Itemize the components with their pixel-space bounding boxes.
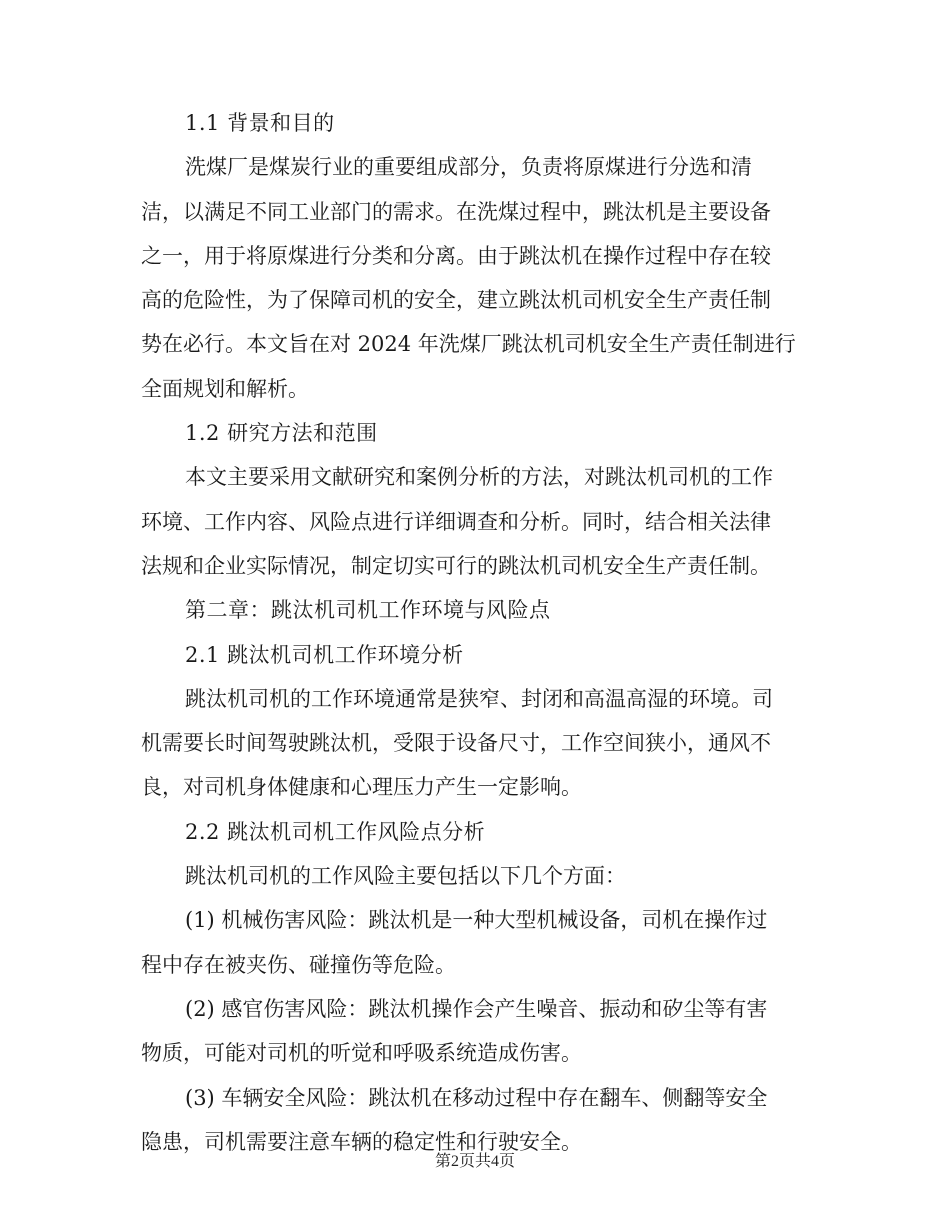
paragraph-line: 势在必行。本文旨在对 2024 年洗煤厂跳汰机司机安全生产责任制进行 [141,332,796,357]
paragraph-line: 跳汰机司机的工作风险主要包括以下几个方面： [185,864,626,889]
list-item-line: 隐患，司机需要注意车辆的稳定性和行驶安全。 [141,1129,582,1154]
section-heading-1-1: 1.1 背景和目的 [185,111,335,135]
paragraph-line: 洁，以满足不同工业部门的需求。在洗煤过程中，跳汰机是主要设备 [141,199,771,224]
section-heading-2-1: 2.1 跳汰机司机工作环境分析 [185,642,464,667]
paragraph-line: 洗煤厂是煤炭行业的重要组成部分，负责将原煤进行分选和清 [185,155,752,180]
paragraph-line: 环境、工作内容、风险点进行详细调查和分析。同时，结合相关法律 [141,509,771,534]
list-item-line: (2) 感官伤害风险：跳汰机操作会产生噪音、振动和矽尘等有害 [185,996,768,1021]
document-body [141,101,809,1164]
paragraph-line: 法规和企业实际情况，制定切实可行的跳汰机司机安全生产责任制。 [141,553,771,578]
list-item-line: (1) 机械伤害风险：跳汰机是一种大型机械设备，司机在操作过 [185,908,768,933]
list-item-line: (3) 车辆安全风险：跳汰机在移动过程中存在翻车、侧翻等安全 [185,1085,768,1110]
paragraph-line: 之一，用于将原煤进行分类和分离。由于跳汰机在操作过程中存在较 [141,243,771,268]
page-number-footer: 第2页共4页 [434,1153,515,1170]
paragraph-line: 本文主要采用文献研究和案例分析的方法，对跳汰机司机的工作 [185,465,773,490]
paragraph-line: 机需要长时间驾驶跳汰机，受限于设备尺寸，工作空间狭小，通风不 [141,731,771,756]
paragraph-line: 高的危险性，为了保障司机的安全，建立跳汰机司机安全生产责任制 [141,288,771,313]
paragraph-line: 良，对司机身体健康和心理压力产生一定影响。 [141,775,582,800]
paragraph-line: 全面规划和解析。 [141,376,309,401]
list-item-line: 程中存在被夹伤、碰撞伤等危险。 [141,952,456,977]
section-heading-2-2: 2.2 跳汰机司机工作风险点分析 [185,819,486,844]
section-heading-1-2: 1.2 研究方法和范围 [185,421,378,446]
chapter-heading-2: 第二章：跳汰机司机工作环境与风险点 [185,598,551,623]
list-item-line: 物质，可能对司机的听觉和呼吸系统造成伤害。 [141,1041,582,1066]
paragraph-line: 跳汰机司机的工作环境通常是狭窄、封闭和高温高湿的环境。司 [185,686,773,711]
